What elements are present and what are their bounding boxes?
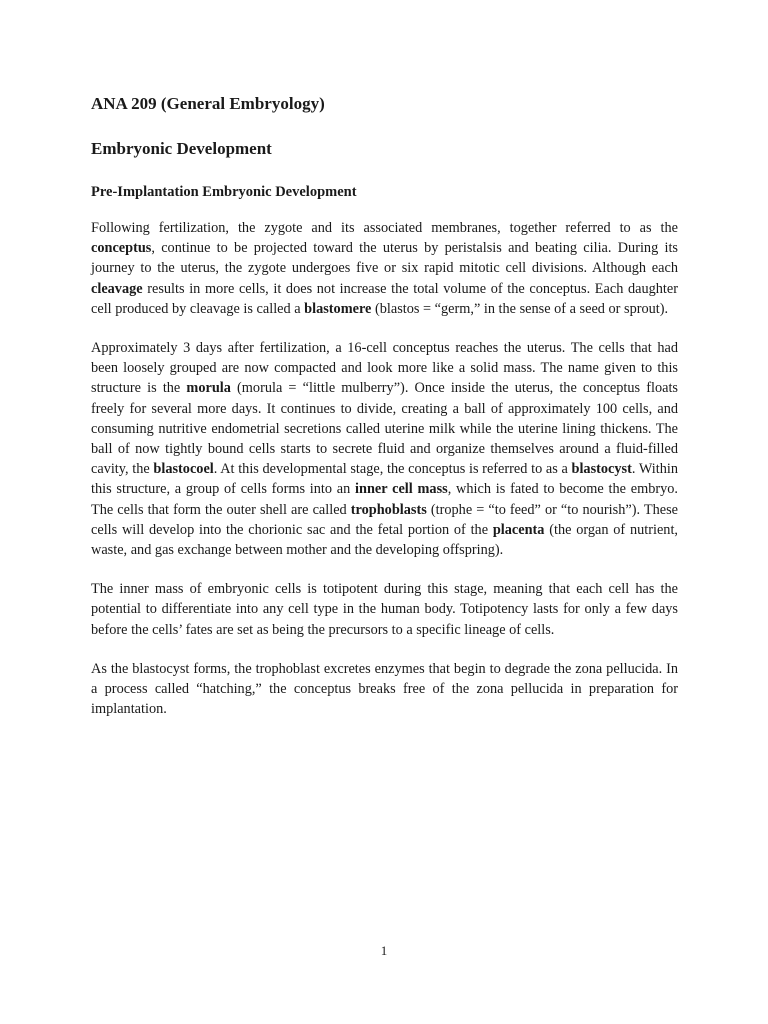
bold-term: inner cell mass [355, 481, 448, 498]
text-run: (the organ of nutrient, waste, and gas exchange between mother and the developing offspring). [91, 521, 678, 559]
text-run: . Within this structure, a group of cells forms into an [91, 461, 679, 498]
bold-term: placenta [492, 521, 545, 538]
bold-term: trophoblasts [350, 501, 427, 518]
text-run: As the blastocyst forms, the trophoblast excretes enzymes that begin to degrade the zona pellucida. In a process called “hatching,” the conceptus breaks free of the zona pellucida in preparation for implantation. [91, 660, 678, 718]
text-run: Following fertilization, the zygote and its associated membranes, together referred to as the [91, 220, 678, 236]
text-run: , continue to be projected toward the uterus by peristalsis and beating cilia. During its journey to the uterus, the zygote undergoes five or six rapid mitotic cell divisions. Although each [91, 240, 678, 277]
bold-term: conceptus [91, 240, 152, 257]
body-text [91, 218, 678, 719]
text-run: . At this developmental stage, the conceptus is referred to as a [213, 461, 572, 478]
text-run: results in more cells, it does not increase the total volume of the conceptus. Each daughter cell produced by cleavage is called a [91, 280, 678, 317]
document-page [91, 92, 678, 738]
paragraph [91, 659, 678, 720]
chapter-title: Embryonic Development [91, 139, 272, 158]
bold-term: cleavage [91, 280, 143, 297]
text-run: (blastos = “germ,” in the sense of a seed or sprout). [371, 300, 669, 317]
section-title: Pre-Implantation Embryonic Development [91, 184, 357, 200]
text-run: (morula = “little mulberry”). Once inside the uterus, the conceptus floats freely for several more days. It continues to divide, creating a ball of approximately 100 cells, and consuming nutritive endometrial secretions called uterine milk while the uterine lining thickens. The ball of now tightly bound cells starts to secrete fluid and organize themselves around a fluid-filled cavity, the [91, 380, 678, 478]
bold-term: morula [186, 380, 231, 397]
text-run: The inner mass of embryonic cells is totipotent during this stage, meaning that each cell has the potential to differentiate into any cell type in the human body. Totipotency lasts for only a few days before the cells’ fates are set as being the precursors to a specific lineage of cells. [91, 581, 678, 638]
text-run: Approximately 3 days after fertilization, a 16-cell conceptus reaches the uterus. The cells that had been loosely grouped are now compacted and look more like a solid mass. The name given to this structure is the [91, 340, 678, 397]
page-number: 1 [380, 943, 388, 958]
paragraph [91, 579, 678, 640]
text-run: , which is fated to become the embryo. The cells that form the outer shell are called [91, 481, 678, 518]
course-title: ANA 209 (General Embryology) [91, 94, 325, 113]
bold-term: blastomere [304, 300, 372, 317]
text-run: (trophe = “to feed” or “to nourish”). These cells will develop into the chorionic sac and the fetal portion of the [91, 501, 678, 538]
paragraph [91, 338, 678, 560]
paragraph [91, 218, 678, 319]
bold-term: blastocoel [153, 461, 214, 478]
bold-term: blastocyst [571, 461, 632, 478]
